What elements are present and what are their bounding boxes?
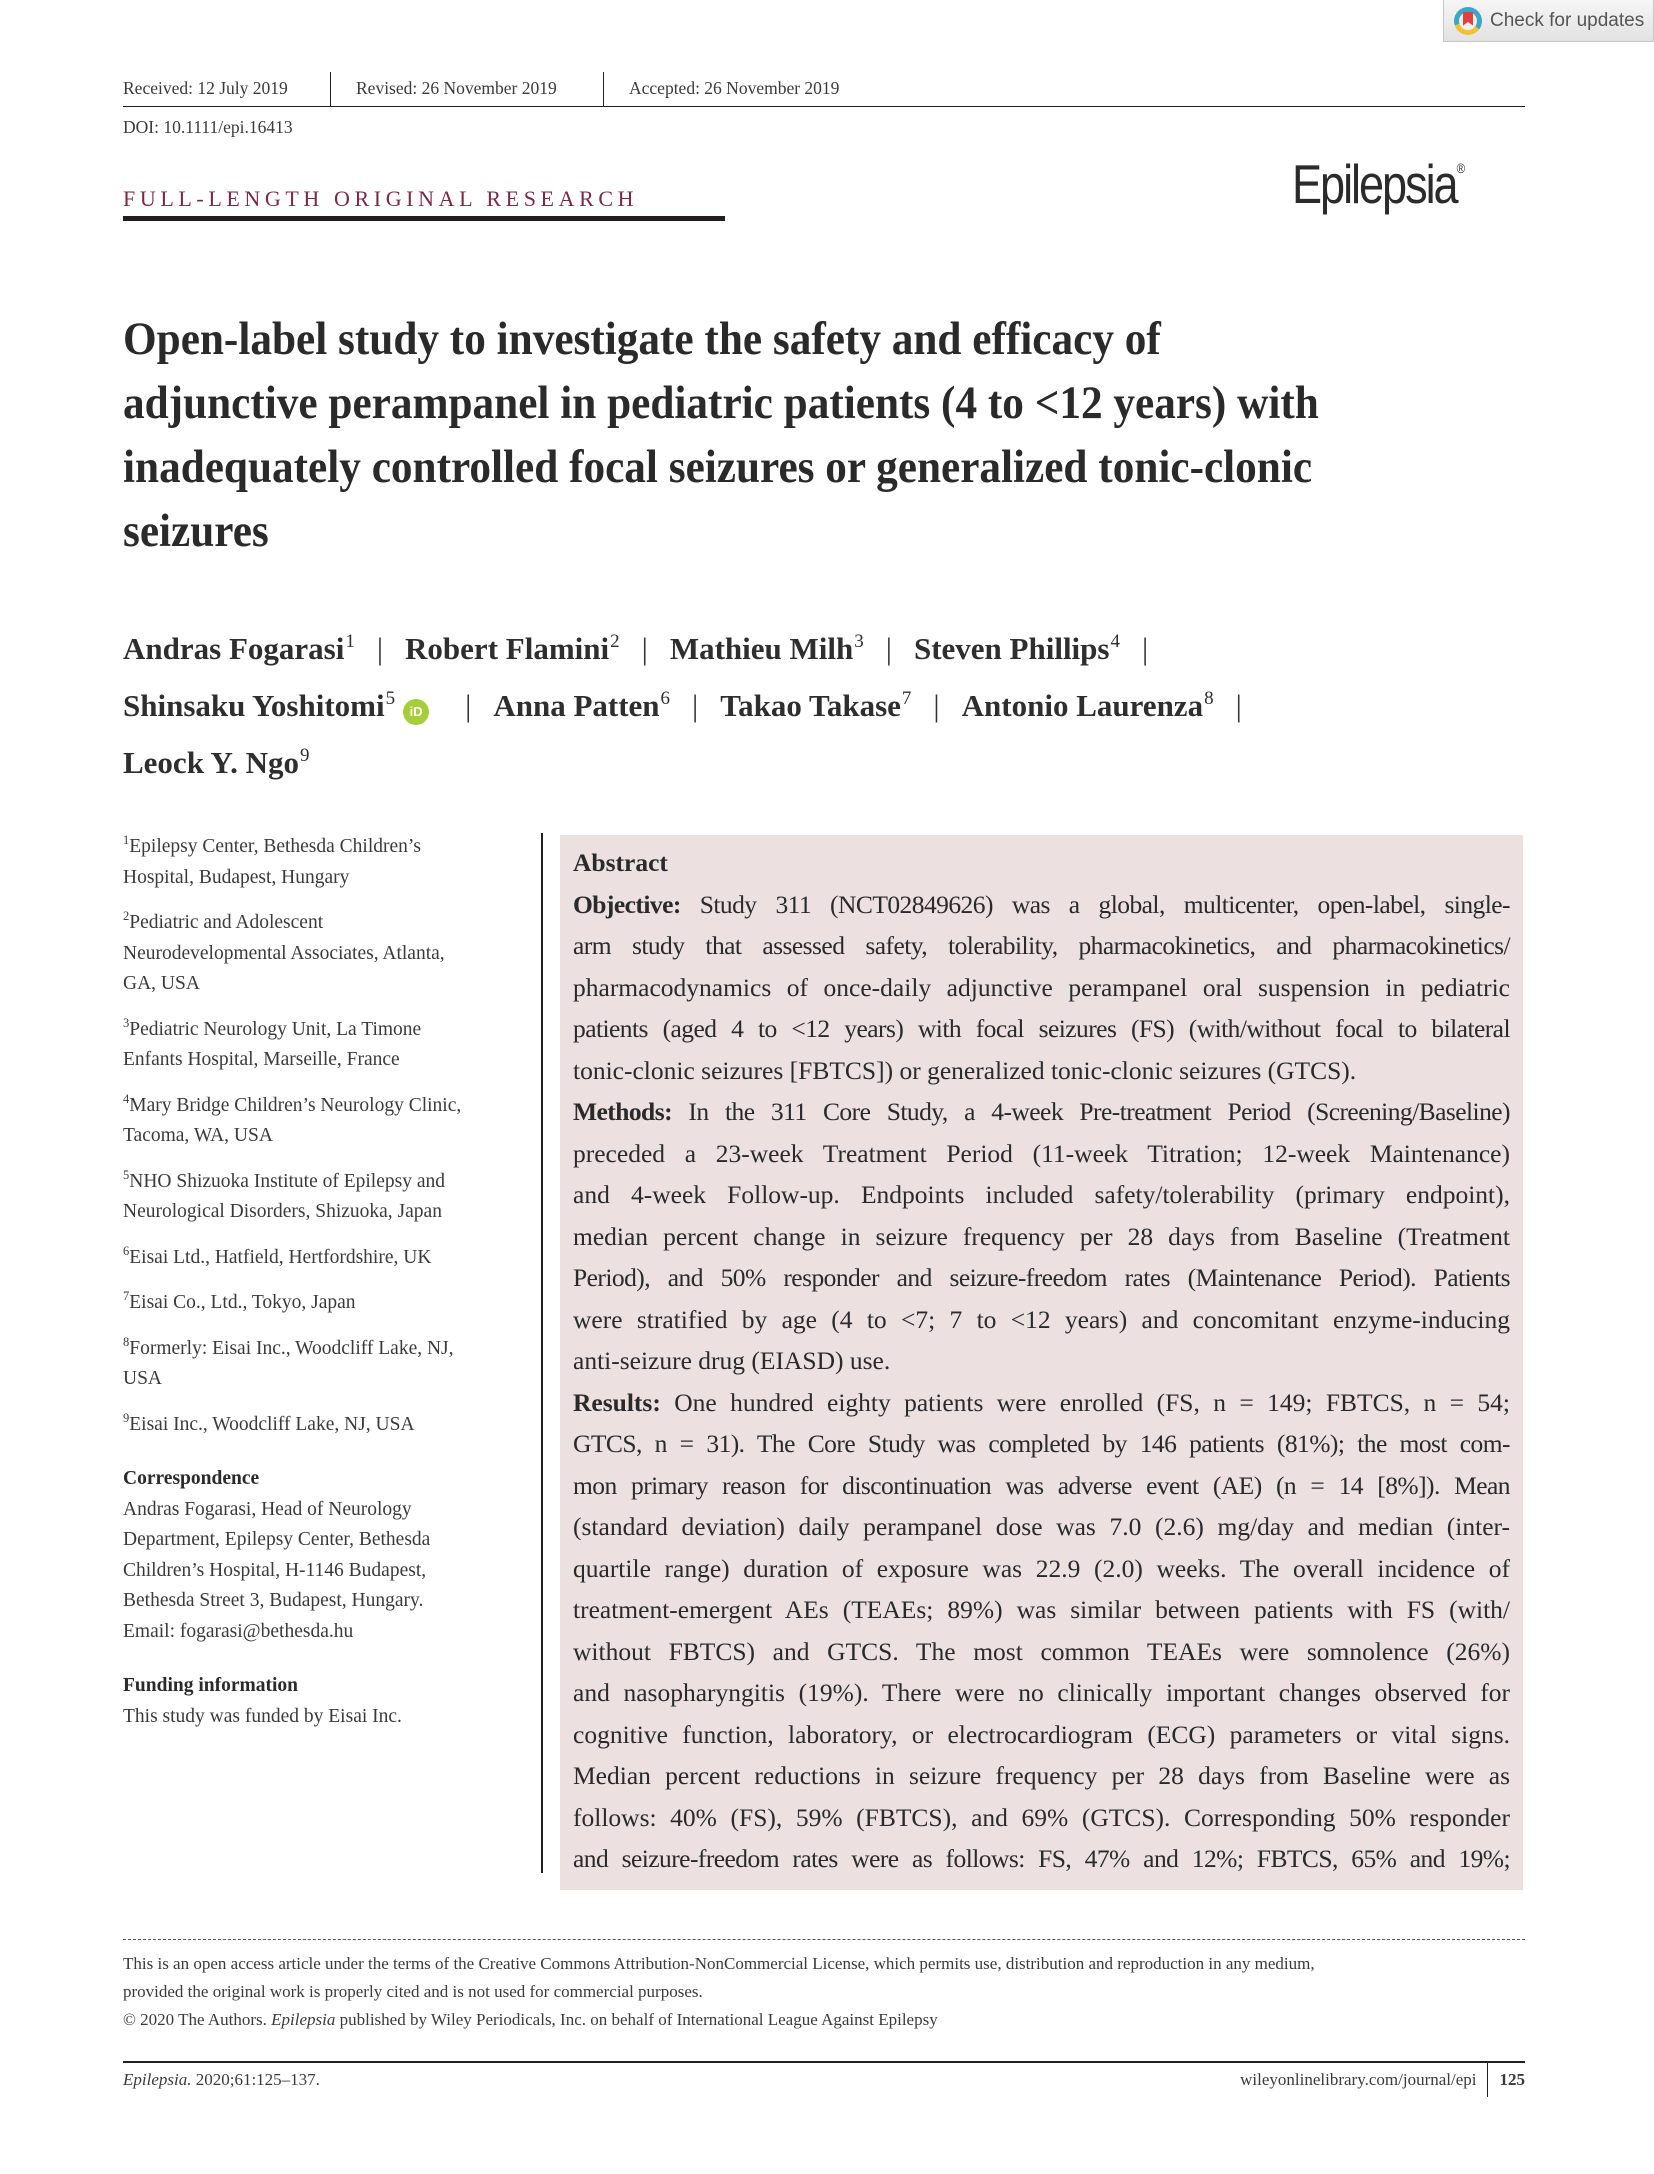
author[interactable]: Steven Phillips$^4$ xyxy=(913,631,1120,666)
author-separator: | xyxy=(933,688,940,723)
journal-logo xyxy=(1292,152,1465,216)
abstract-heading: Abstract xyxy=(573,848,668,877)
accepted-date: Accepted: 26 November 2019 xyxy=(603,72,839,106)
author[interactable]: Andras Fogarasi$^1$ xyxy=(123,631,355,666)
abstract-methods: Methods: In the 311 Core Study, a 4-week Pre-treatment Period (Screening/Baseline) preceded a 23-week Treatment Period (11-week Titration; 12-week Maintenance) and 4-week Follow-up. Endpoints included safety/tolerability (primary endpoint), median percent change in seizure frequency per 28 days from Baseline (Treatment Period), and 50% responder and seizure-freedom rates (Maintenance Period). Patients were stratified by age (4 to <7; 7 to <12 years) and concomitant enzyme-inducing anti-seizure drug (EIASD) use. xyxy=(573,1097,1510,1375)
article-title xyxy=(123,308,1444,564)
title-line: inadequately controlled focal seizures or generalized tonic-clonic xyxy=(123,442,1313,493)
affiliation: $^1$Epilepsy Center, Bethesda Children’s Hospital, Budapest, Hungary xyxy=(123,833,421,888)
abstract-box xyxy=(560,835,1523,1890)
article-history xyxy=(123,72,1525,107)
title-line: Open-label study to investigate the safety and efficacy of xyxy=(123,314,1161,365)
footer-right xyxy=(1180,2063,1525,2097)
author-separator: | xyxy=(376,631,384,666)
funding-text: This study was funded by Eisai Inc. xyxy=(123,1705,402,1727)
author-separator: | xyxy=(641,631,648,666)
affiliation: $^9$Eisai Inc., Woodcliff Lake, NJ, USA xyxy=(123,1410,415,1435)
author-separator: | xyxy=(692,688,699,723)
affiliations-column xyxy=(123,825,523,1732)
abstract-objective: Objective: Study 311 (NCT02849626) was a global, multicenter, open-label, single- arm study that assessed safety, tolerability, pharmacokinetics, and pharmacokinetics/ pharmacodynamics of once-daily adjunctive perampanel oral suspension in pediatric patients (aged 4 to <12 years) with focal seizures (FS) (with/without focal to bilateral tonic-clonic seizures [FBTCS]) or generalized tonic-clonic seizures (GTCS). xyxy=(573,889,1510,1085)
correspondence-heading: Correspondence xyxy=(123,1468,260,1489)
author-separator: | xyxy=(885,631,892,666)
category-underline xyxy=(123,216,725,221)
license-notice: This is an open access article under the terms of the Creative Commons Attribution-NonCommercial License, which permits use, distribution and reproduction in any medium, provided the original work is properly cited and is not used for commercial purposes. © 2020 The Authors. Epilepsia published by Wiley Periodicals, Inc. on behalf of International League Against Epilepsy xyxy=(123,1950,1543,2034)
affiliation: $^5$NHO Shizuoka Institute of Epilepsy and Neurological Disorders, Shizuoka, Japan xyxy=(123,1167,445,1222)
author-list xyxy=(123,617,1573,788)
author[interactable]: Robert Flamini$^2$ xyxy=(405,631,620,666)
results-label: Results: xyxy=(573,1387,661,1417)
methods-label: Methods: xyxy=(573,1097,673,1126)
correspondence-email[interactable]: Email: fogarasi@bethesda.hu xyxy=(123,1620,354,1642)
page-number: 125 xyxy=(1499,2070,1525,2089)
affiliation: $^8$Formerly: Eisai Inc., Woodcliff Lake, NJ, USA xyxy=(123,1334,454,1389)
title-line: adjunctive perampanel in pediatric patients (4 to <12 years) with xyxy=(123,378,1319,429)
affiliation: $^4$Mary Bridge Children’s Neurology Clinic, Tacoma, WA, USA xyxy=(123,1091,462,1146)
doi[interactable]: DOI: 10.1111/epi.16413 xyxy=(123,117,293,137)
column-divider xyxy=(541,833,543,1873)
affiliation: $^7$Eisai Co., Ltd., Tokyo, Japan xyxy=(123,1289,356,1313)
abstract-results: Results: One hundred eighty patients were enrolled (FS, n = 149; FBTCS, n = 54; GTCS, n = 31). The Core Study was completed by 146 patients (81%); the most com- mon primary reason for discontinuation was adverse event (AE) (n = 14 [8%]). Mean (standard deviation) daily perampanel dose was 7.0 (2.6) mg/day and median (inter- quartile range) duration of exposure was 22.9 (2.0) weeks. The overall incidence of treatment-emergent AEs (TEAEs; 89%) was similar between patients with FS (with/ without FBTCS) and GTCS. The most common TEAEs were somnolence (26%) and nasopharyngitis (19%). There were no clinically important changes observed for cognitive function, laboratory, or electrocardiogram (ECG) parameters or vital signs. Median percent reductions in seizure frequency per 28 days from Baseline were as follows: 40% (FS), 59% (FBTCS), and 69% (GTCS). Corresponding 50% responder and seizure-freedom rates were as follows: FS, 47% and 12%; FBTCS, 65% and 19%; xyxy=(573,1387,1510,1873)
author-separator: | xyxy=(1235,688,1242,723)
orcid-icon[interactable]: iD xyxy=(403,699,429,725)
author[interactable]: Antonio Laurenza$^8$ xyxy=(961,688,1214,723)
revised-date: Revised: 26 November 2019 xyxy=(330,72,603,106)
author[interactable]: Mathieu Milh$^3$ xyxy=(669,631,864,666)
citation: Epilepsia. 2020;61:125–137. xyxy=(123,2070,320,2089)
funding-heading: Funding information xyxy=(123,1675,298,1696)
author-separator: | xyxy=(1141,631,1149,666)
author-separator: | xyxy=(465,688,472,723)
copyright: © 2020 The Authors. Epilepsia published by Wiley Periodicals, Inc. on behalf of International League Against Epilepsy xyxy=(123,2010,938,2029)
author[interactable]: Shinsaku Yoshitomi$^5$ xyxy=(123,688,396,723)
crossmark-icon xyxy=(1454,7,1482,35)
author[interactable]: Anna Patten$^6$ xyxy=(493,688,671,723)
affiliation: $^3$Pediatric Neurology Unit, La Timone Enfants Hospital, Marseille, France xyxy=(123,1015,422,1070)
author-row xyxy=(123,674,1573,731)
correspondence-address: Andras Fogarasi, Head of Neurology Department, Epilepsy Center, Bethesda Children’s Hospital, H-1146 Budapest, Bethesda Street 3, Budapest, Hungary. Email: fogarasi@bethesda.hu xyxy=(123,1495,523,1648)
affiliation: $^2$Pediatric and Adolescent Neurodevelopmental Associates, Atlanta, GA, USA xyxy=(123,909,445,994)
received-date: Received: 12 July 2019 xyxy=(123,78,288,98)
article-category: FULL-LENGTH ORIGINAL RESEARCH xyxy=(123,186,639,211)
journal-logo-text: Epilepsia xyxy=(1292,153,1457,215)
author-row xyxy=(123,731,1573,788)
author[interactable]: Leock Y. Ngo$^9$ xyxy=(123,745,310,780)
journal-url-link[interactable]: wileyonlinelibrary.com/journal/epi xyxy=(1240,2063,1487,2097)
affiliation: $^6$Eisai Ltd., Hatfield, Hertfordshire, UK xyxy=(123,1243,432,1268)
footnote-separator xyxy=(123,1939,1525,1940)
check-for-updates-label: Check for updates xyxy=(1490,9,1645,31)
author-row xyxy=(123,617,1573,674)
title-line: seizures xyxy=(123,506,269,557)
objective-label: Objective: xyxy=(573,889,681,919)
author[interactable]: Takao Takase$^7$ xyxy=(720,688,912,723)
registered-mark: ® xyxy=(1456,160,1466,176)
check-for-updates-button[interactable] xyxy=(1443,0,1654,42)
